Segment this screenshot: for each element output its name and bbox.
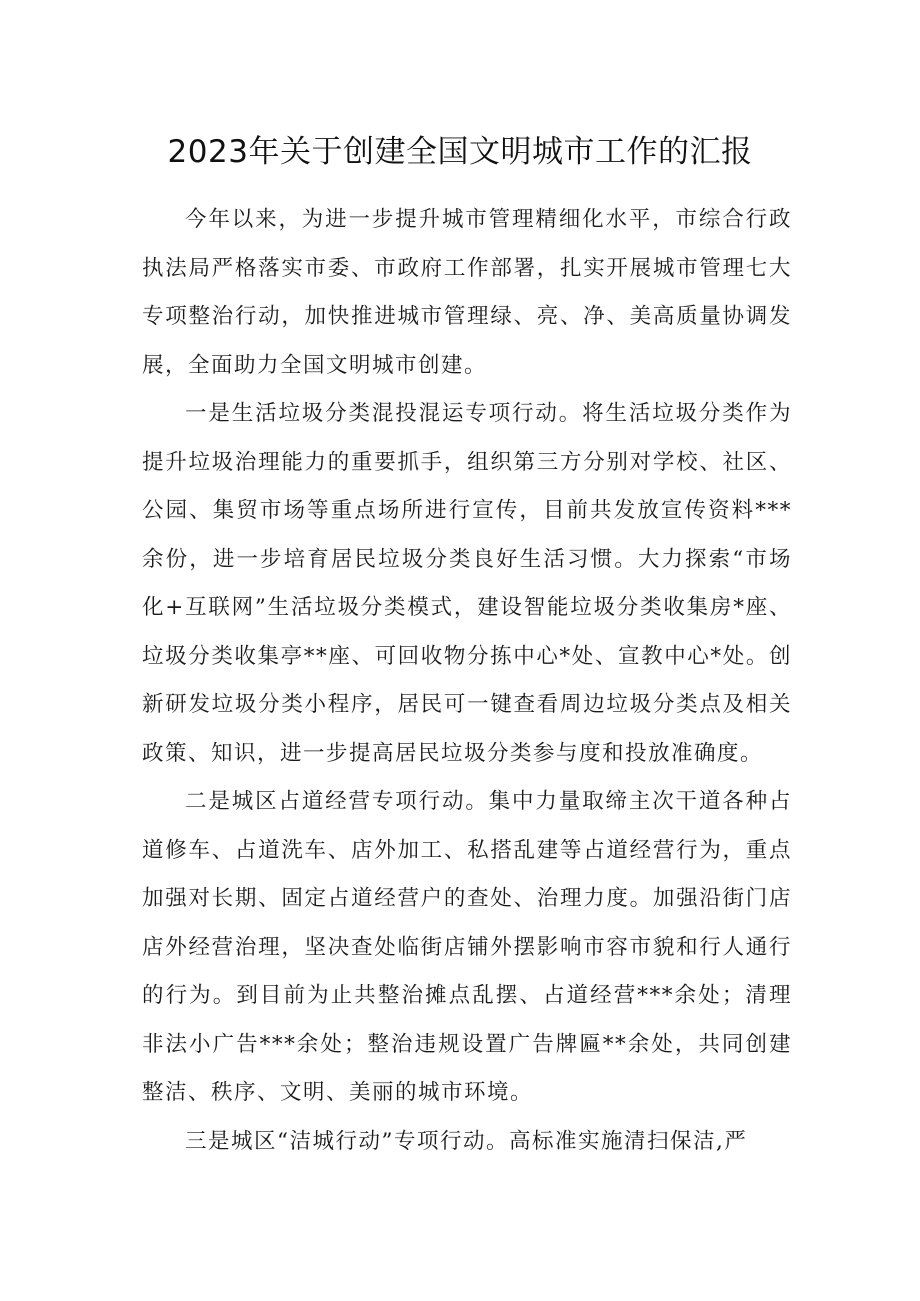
document-title: 2023年关于创建全国文明城市工作的汇报	[167, 134, 753, 170]
paragraph-clean-city: 三是城区“洁城行动”专项行动。高标准实施清扫保洁,严	[185, 1128, 748, 1154]
paragraph-road-occupation: 二是城区占道经营专项行动。集中力量取缔主次干道各种占道修车、占道洗车、店外加工、私搭乱建等占道经营行为，重点加强对长期、固定占道经营户的查处、治理力度。加强沿街门店店外经营治理，坚决查处临街店铺外摆影响市容市貌和行人通行的行为。到目前为止共整治摊点乱摆、占道经营***余处；清理非法小广告***余处；整治违规设置广告牌匾**余处，共同创建整洁、秩序、文明、美丽的城市环境。	[142, 789, 792, 1105]
paragraph-intro: 今年以来，为进一步提升城市管理精细化水平，市综合行政执法局严格落实市委、市政府工作部署，扎实开展城市管理七大专项整治行动，加快推进城市管理绿、亮、净、美高质量协调发展，全面助力全国文明城市创建。	[142, 207, 792, 378]
document-body	[142, 196, 792, 1166]
paragraph-garbage-sorting: 一是生活垃圾分类混投混运专项行动。将生活垃圾分类作为提升垃圾治理能力的重要抓手，组织第三方分别对学校、社区、公园、集贸市场等重点场所进行宣传，目前共发放宣传资料***余份，进一步培育居民垃圾分类良好生活习惯。大力探索“市场化+互联网”生活垃圾分类模式，建设智能垃圾分类收集房*座、垃圾分类收集亭**座、可回收物分拣中心*处、宣教中心*处。创新研发垃圾分类小程序，居民可一键查看周边垃圾分类点及相关政策、知识，进一步提高居民垃圾分类参与度和投放准确度。	[142, 401, 792, 766]
